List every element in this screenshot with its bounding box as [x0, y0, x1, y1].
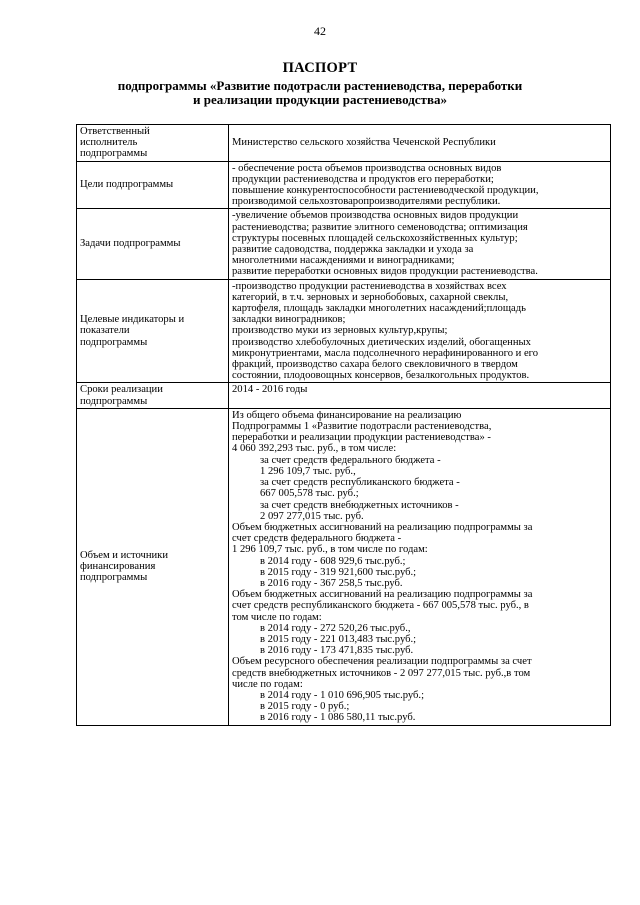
finance-line: 4 060 392,293 тыс. руб., в том числе: [232, 443, 397, 455]
content-line: категорий, в т.ч. зерновых и зернобобовых, сахарной свеклы, [232, 291, 509, 303]
table-row [77, 209, 611, 279]
page-number: 42 [314, 24, 326, 38]
content-line: -производство продукции растениеводства в хозяйствах всех [232, 280, 507, 292]
finance-line: Подпрограммы 1 «Развитие подотрасли растениеводства, [232, 421, 492, 433]
label-line: финансирования [80, 561, 156, 573]
label-line: исполнитель [80, 137, 138, 149]
table-row-finance [77, 408, 611, 725]
content-line: производимой сельхозтоваропроизводителями республики. [232, 196, 501, 208]
row-content [229, 408, 611, 725]
finance-line: в 2014 году - 272 520,26 тыс.руб., [260, 622, 411, 634]
finance-line: 1 296 109,7 тыс. руб., в том числе по годам: [232, 544, 428, 556]
document-subtitle [0, 79, 640, 107]
label-line: подпрограммы [80, 395, 148, 407]
subtitle-line-2: и реализации продукции растениеводства» [193, 92, 447, 107]
label-line: Цели подпрограммы [80, 179, 174, 191]
content-line: Министерство сельского хозяйства Чеченской Республики [232, 137, 496, 149]
table-row [77, 279, 611, 383]
content-line: состоянии, плодоовощных консервов, безалкогольных продуктов. [232, 370, 530, 382]
content-line: производство муки из зерновых культур,крупы; [232, 325, 448, 337]
row-content [229, 383, 611, 408]
row-label [77, 383, 229, 408]
finance-line: счет средств федерального бюджета - [232, 533, 402, 545]
label-line: Ответственный [80, 126, 150, 137]
content-line: фракций, производство сахара белого свекловичного в твердом [232, 359, 518, 371]
label-line: подпрограммы [80, 572, 148, 584]
content-line: - обеспечение роста объемов производства основных видов [232, 162, 502, 174]
finance-line: за счет средств республиканского бюджета - [260, 477, 460, 489]
label-line: подпрограммы [80, 148, 148, 160]
row-content [229, 209, 611, 279]
content-line: многолетними насаждениями и виноградниками; [232, 255, 455, 267]
finance-line: том числе по годам: [232, 611, 322, 623]
finance-line: за счет средств федерального бюджета - [260, 454, 441, 466]
row-label [77, 161, 229, 209]
finance-line: числе по годам: [232, 678, 303, 690]
row-content [229, 279, 611, 383]
label-line: Сроки реализации [80, 384, 163, 396]
row-content [229, 125, 611, 162]
content-line: микронутриентами, масла подсолнечного нерафинированного и его [232, 347, 539, 359]
finance-line: в 2015 году - 0 руб.; [260, 701, 350, 713]
row-label [77, 408, 229, 725]
finance-line: 667 005,578 тыс. руб.; [260, 488, 359, 500]
table-row [77, 161, 611, 209]
finance-line: 1 296 109,7 тыс. руб., [260, 465, 356, 477]
finance-line: в 2014 году - 608 929,6 тыс.руб.; [260, 555, 406, 567]
finance-line: счет средств республиканского бюджета - 667 005,578 тыс. руб., в [232, 600, 529, 612]
content-line: картофеля, площадь закладки многолетних насаждений;площадь [232, 303, 526, 315]
content-line: 2014 - 2016 годы [232, 384, 308, 396]
finance-line: Объем бюджетных ассигнований на реализацию подпрограммы за [232, 521, 533, 533]
row-label [77, 279, 229, 383]
label-line: Объем и источники [80, 549, 168, 561]
row-label [77, 125, 229, 162]
subtitle-line-1: подпрограммы «Развитие подотрасли растениеводства, переработки [117, 78, 523, 93]
content-line: повышение конкурентоспособности растениеводческой продукции, [232, 185, 539, 197]
content-line: -увеличение объемов производства основных видов продукции [232, 210, 519, 222]
table-row [77, 383, 611, 408]
finance-line: Объем ресурсного обеспечения реализации подпрограммы за счет [232, 656, 532, 668]
finance-line: переработки и реализации продукции растениеводства» - [232, 432, 491, 444]
label-line: подпрограммы [80, 336, 148, 348]
finance-line: в 2015 году - 221 013,483 тыс.руб.; [260, 633, 417, 645]
content-line: развитие переработки основных видов продукции растениеводства. [232, 266, 538, 278]
finance-line: 2 097 277,015 тыс. руб. [260, 510, 364, 522]
label-line: Целевые индикаторы и [80, 314, 185, 326]
finance-line: Из общего объема финансирование на реализацию [232, 409, 462, 421]
finance-line: средств внебюджетных источников - 2 097 277,015 тыс. руб.,в том [232, 667, 531, 679]
content-line: закладки виноградников; [232, 314, 346, 326]
table-row [77, 125, 611, 162]
label-line: показатели [80, 325, 130, 337]
finance-line: Объем бюджетных ассигнований на реализацию подпрограммы за [232, 589, 533, 601]
finance-line: за счет средств внебюджетных источников - [260, 499, 459, 511]
document-title: ПАСПОРТ [282, 60, 358, 76]
content-line: производство хлебобулочных диетических изделий, обогащенных [232, 336, 531, 348]
passport-table [76, 124, 611, 726]
finance-line: в 2016 году - 1 086 580,11 тыс.руб. [260, 712, 416, 724]
row-label [77, 209, 229, 279]
row-content [229, 161, 611, 209]
content-line: структуры посевных площадей сельскохозяйственных культур; [232, 232, 518, 244]
finance-line: в 2016 году - 367 258,5 тыс.руб. [260, 577, 403, 589]
content-line: развитие садоводства, поддержка закладки и ухода за [232, 244, 474, 256]
content-line: продукции растениеводства и продуктов его переработки; [232, 173, 494, 185]
finance-line: в 2015 году - 319 921,600 тыс.руб.; [260, 566, 417, 578]
finance-line: в 2014 году - 1 010 696,905 тыс.руб.; [260, 689, 425, 701]
label-line: Задачи подпрограммы [80, 238, 181, 250]
content-line: растениеводства; развитие элитного семеноводства; оптимизация [232, 221, 528, 233]
finance-line: в 2016 году - 173 471,835 тыс.руб. [260, 645, 414, 657]
